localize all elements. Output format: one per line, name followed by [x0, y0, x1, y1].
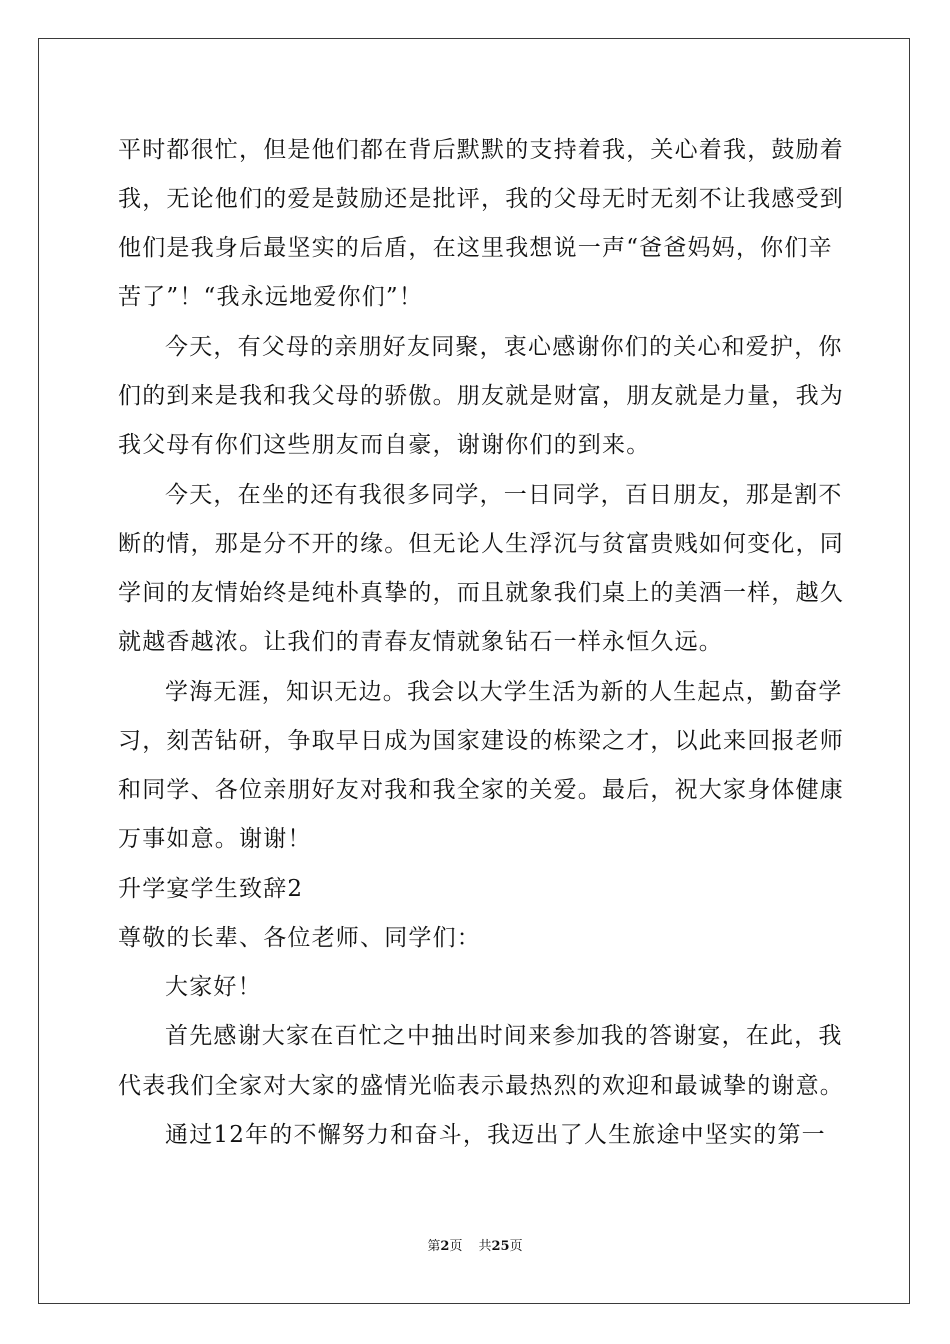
- body-line: 他们是我身后最坚实的后盾，在这里我想说一声“爸爸妈妈，你们辛: [118, 235, 833, 261]
- greeting-line: 大家好！: [165, 974, 262, 1000]
- paragraph-start-line: 学海无涯，知识无边。我会以大学生活为新的人生起点，勤奋学: [165, 679, 843, 705]
- page-footer: [0, 1238, 950, 1256]
- body-line: 代表我们全家对大家的盛情光临表示最热烈的欢迎和最诚挚的谢意。: [118, 1073, 844, 1099]
- footer-total-prefix: 共: [478, 1239, 492, 1254]
- body-line: 学间的友情始终是纯朴真挚的，而且就象我们桌上的美酒一样，越久: [118, 580, 844, 606]
- total-page-count: 25: [491, 1239, 510, 1254]
- body-line: 平时都很忙，但是他们都在背后默默的支持着我，关心着我，鼓励着: [118, 137, 844, 163]
- body-line: 和同学、各位亲朋好友对我和我全家的关爱。最后，祝大家身体健康: [118, 777, 844, 803]
- salutation-line: 尊敬的长辈、各位老师、同学们：: [118, 925, 481, 951]
- footer-total-suffix: 页: [509, 1239, 523, 1254]
- section-title: 升学宴学生致辞2: [118, 876, 304, 902]
- body-line: 断的情，那是分不开的缘。但无论人生浮沉与贫富贵贱如何变化，同: [118, 531, 844, 557]
- body-line: 苦了”！“我永远地爱你们”！: [118, 284, 424, 310]
- footer-prefix: 第: [427, 1239, 441, 1254]
- paragraph-start-line: 今天，有父母的亲朋好友同聚，衷心感谢你们的关心和爱护，你: [165, 334, 843, 360]
- body-line: 们的到来是我和我父母的骄傲。朋友就是财富，朋友就是力量，我为: [118, 383, 844, 409]
- paragraph-start-line: 首先感谢大家在百忙之中抽出时间来参加我的答谢宴，在此，我: [165, 1023, 843, 1049]
- paragraph-start-line: 今天，在坐的还有我很多同学，一日同学，百日朋友，那是割不: [165, 482, 843, 508]
- body-line: 就越香越浓。让我们的青春友情就象钻石一样永恒久远。: [118, 629, 723, 655]
- current-page-number: 2: [440, 1239, 450, 1254]
- body-line: 万事如意。谢谢！: [118, 826, 312, 852]
- paragraph-start-line: 通过12年的不懈努力和奋斗，我迈出了人生旅途中坚实的第一: [165, 1122, 826, 1148]
- footer-page-suffix: 页: [449, 1239, 463, 1254]
- body-line: 习，刻苦钻研，争取早日成为国家建设的栋梁之才，以此来回报老师: [118, 728, 844, 754]
- body-line: 我父母有你们这些朋友而自豪，谢谢你们的到来。: [118, 432, 651, 458]
- body-line: 我，无论他们的爱是鼓励还是批评，我的父母无时无刻不让我感受到: [118, 186, 844, 212]
